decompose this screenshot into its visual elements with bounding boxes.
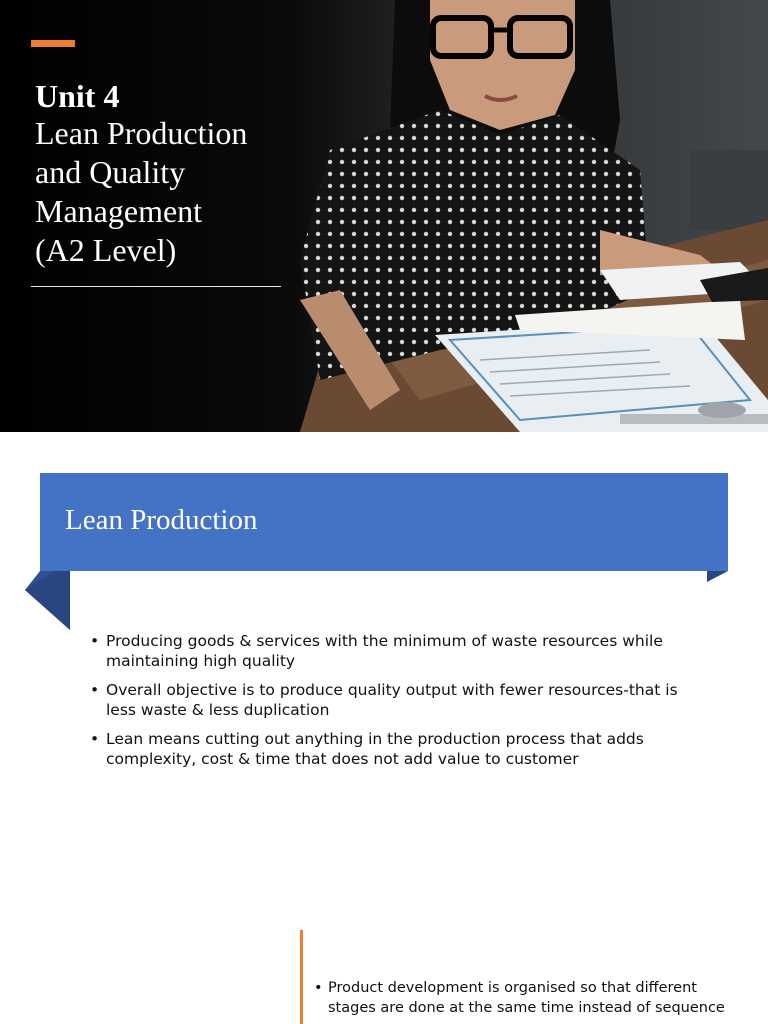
- bullet-icon: •: [90, 730, 100, 748]
- bullet-icon: •: [314, 980, 323, 996]
- accent-divider: [300, 930, 303, 1024]
- bullet-text: Overall objective is to produce quality output with fewer resources-that is less waste & less duplication: [106, 681, 678, 719]
- list-item: [90, 729, 700, 769]
- subtitle-line: Lean Production: [35, 115, 248, 151]
- list-item: [90, 631, 700, 671]
- bullet-text: Product development is organised so that different stages are done at the same time instead of sequence: [328, 980, 725, 1016]
- subtitle-line: Management: [35, 193, 203, 229]
- slide-title: Lean Production: [65, 504, 258, 536]
- bullet-icon: •: [90, 632, 100, 650]
- unit-title: Unit 4: [35, 78, 120, 114]
- list-item: [90, 680, 700, 720]
- bullet-icon: •: [90, 681, 100, 699]
- partial-bullet: [314, 978, 728, 1018]
- bullet-text: Lean means cutting out anything in the production process that adds complexity, cost & time that does not add value to customer: [106, 730, 644, 768]
- bullet-list: [90, 631, 700, 778]
- bullet-text: Producing goods & services with the minimum of waste resources while maintaining high quality: [106, 632, 663, 670]
- subtitle-line: (A2 Level): [35, 232, 177, 268]
- subtitle-line: and Quality: [35, 154, 186, 190]
